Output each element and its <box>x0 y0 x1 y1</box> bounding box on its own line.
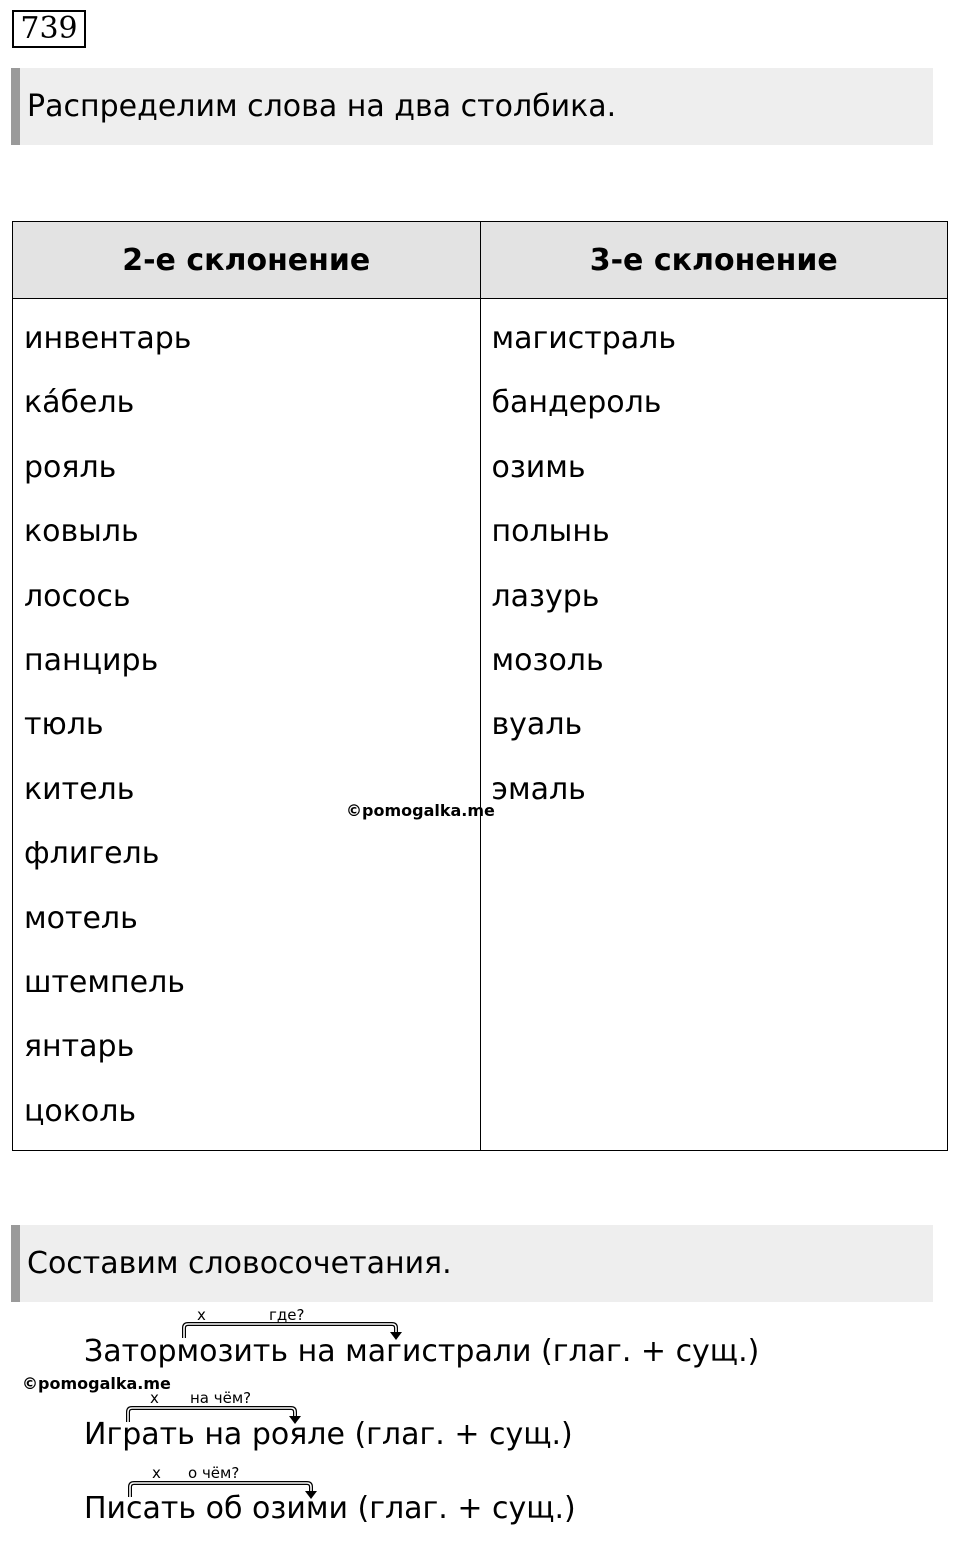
question-label: на чём? <box>190 1389 252 1407</box>
watermark: ©pomogalka.me <box>346 801 495 820</box>
word-item: тюль <box>24 707 104 743</box>
phrase-3: Писать об озими (глаг. + сущ.) <box>84 1491 576 1526</box>
question-label: где? <box>269 1306 305 1324</box>
word-item: ка́бель <box>24 385 135 421</box>
word-item: рояль <box>24 449 117 485</box>
word-item: магистраль <box>491 321 677 356</box>
exercise-number: 739 <box>12 10 86 48</box>
word-item: китель <box>24 771 135 807</box>
main-word-marker: х <box>197 1306 206 1324</box>
word-item: янтарь <box>24 1029 135 1065</box>
section-banner-distribute: Распределим слова на два столбика. <box>11 68 933 145</box>
section-banner-phrases: Составим словосочетания. <box>11 1225 933 1302</box>
word-item: цоколь <box>24 1093 137 1129</box>
word-item: озимь <box>491 449 586 485</box>
word-item: вуаль <box>491 707 583 743</box>
phrase-2: Играть на рояле (глаг. + сущ.) <box>84 1417 573 1452</box>
word-item: инвентарь <box>24 321 192 356</box>
header-third-declension: 3-е склонение <box>480 222 948 299</box>
word-item: эмаль <box>491 771 586 807</box>
main-word-marker: х <box>150 1389 159 1407</box>
watermark: ©pomogalka.me <box>22 1374 171 1393</box>
phrase-1: Затормозить на магистрали (глаг. + сущ.) <box>84 1334 760 1369</box>
word-item: лосось <box>24 578 131 614</box>
header-second-declension: 2-е склонение <box>13 222 481 299</box>
question-label: о чём? <box>188 1464 240 1482</box>
main-word-marker: х <box>152 1464 161 1482</box>
word-item: лазурь <box>491 578 600 614</box>
word-item: мотель <box>24 900 138 936</box>
word-item: штемпель <box>24 964 185 1000</box>
word-item: мозоль <box>491 642 604 678</box>
word-item: флигель <box>24 836 160 872</box>
word-item: ковыль <box>24 514 139 550</box>
word-item: панцирь <box>24 642 159 678</box>
word-item: бандероль <box>491 385 662 421</box>
word-item: полынь <box>491 514 610 550</box>
